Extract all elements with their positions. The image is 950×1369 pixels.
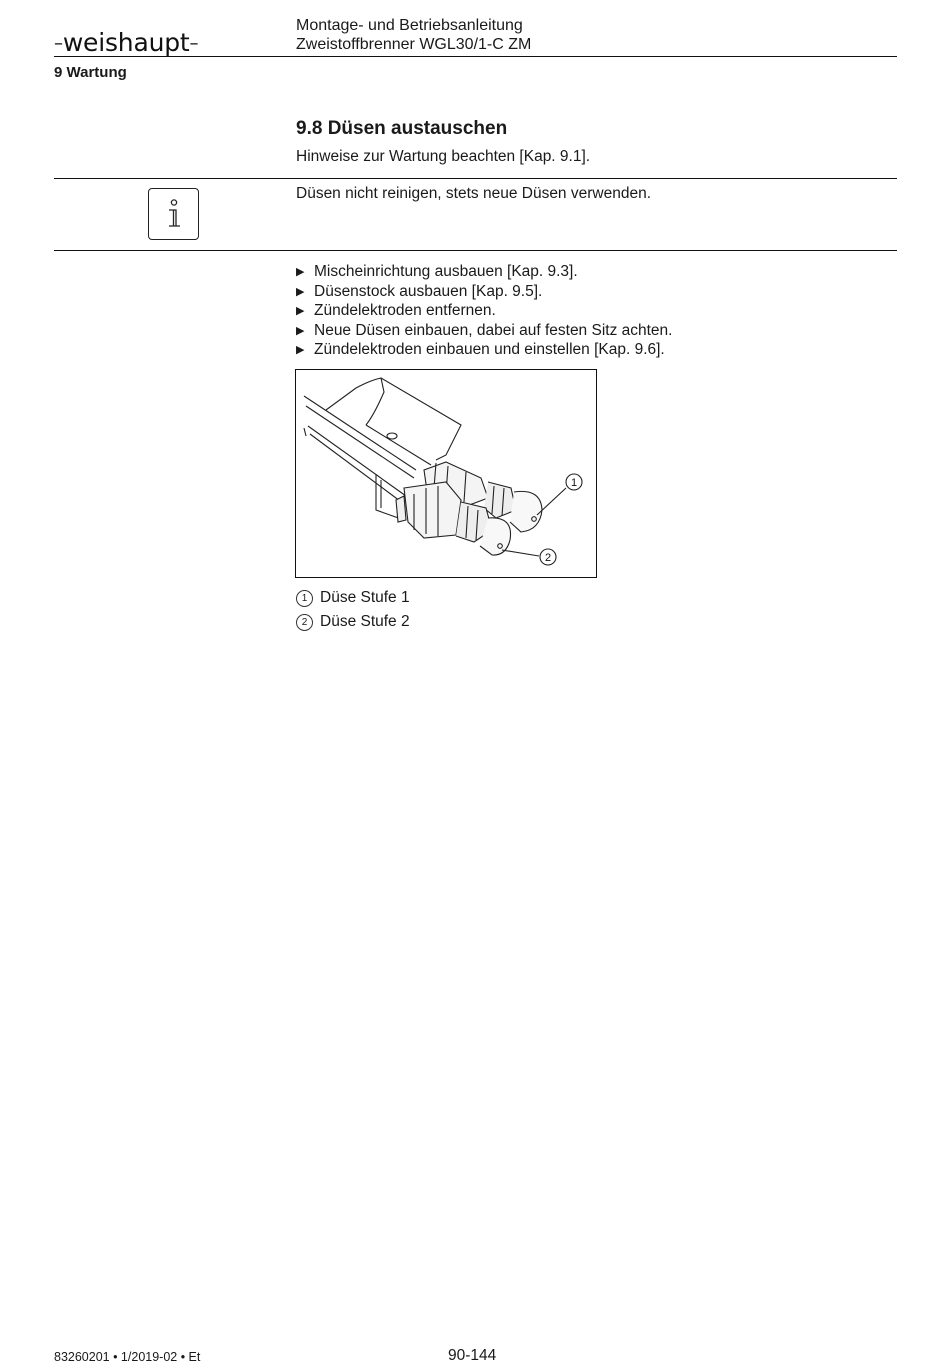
legend-label: Düse Stufe 1 <box>320 589 410 606</box>
note-divider-bottom <box>54 250 897 251</box>
bullet-arrow-icon: ▶ <box>296 305 305 317</box>
bullet-arrow-icon: ▶ <box>296 344 305 356</box>
document-title <box>296 16 531 54</box>
document-title-line2: Zweistoffbrenner WGL30/1-C ZM <box>296 36 532 53</box>
list-item: ▶ Neue Düsen einbauen, dabei auf festen Sitz achten. <box>296 321 672 341</box>
note-divider-top <box>54 178 897 179</box>
section-label: 9 Wartung <box>54 64 127 81</box>
page-heading: 9.8 Düsen austauschen <box>296 118 508 139</box>
info-icon <box>148 188 199 240</box>
nozzle-illustration <box>295 369 597 578</box>
document-title-line1: Montage- und Betriebsanleitung <box>296 17 523 34</box>
list-item: ▶ Zündelektroden entfernen. <box>296 301 672 321</box>
hint-text: Hinweise zur Wartung beachten [Kap. 9.1]. <box>296 148 591 165</box>
page-number: 90-144 <box>448 1347 497 1364</box>
bullet-arrow-icon: ▶ <box>296 324 305 337</box>
bullet-arrow-icon: ▶ <box>296 266 305 278</box>
legend-number: 1 <box>296 590 313 607</box>
legend-number: 2 <box>296 614 313 631</box>
legend-item-2 <box>296 613 410 632</box>
list-item: ▶ Düsenstock ausbauen [Kap. 9.5]. <box>296 282 672 302</box>
footer-document-code: 83260201 • 1/2019-02 • Et <box>54 1350 201 1364</box>
callout-2: 2 <box>544 552 552 564</box>
info-note-text: Düsen nicht reinigen, stets neue Düsen verwenden. <box>296 185 651 202</box>
callout-1: 1 <box>570 477 578 489</box>
weishaupt-logo: –weishaupt– <box>54 28 199 57</box>
list-item: ▶ Mischeinrichtung ausbauen [Kap. 9.3]. <box>296 262 672 282</box>
list-item: ▶ Zündelektroden einbauen und einstellen [Kap. 9.6]. <box>296 340 672 360</box>
legend-label: Düse Stufe 2 <box>320 613 410 630</box>
steps-list <box>296 262 672 360</box>
legend-item-1 <box>296 589 410 608</box>
bullet-arrow-icon: ▶ <box>296 285 305 298</box>
header-divider <box>54 56 897 57</box>
